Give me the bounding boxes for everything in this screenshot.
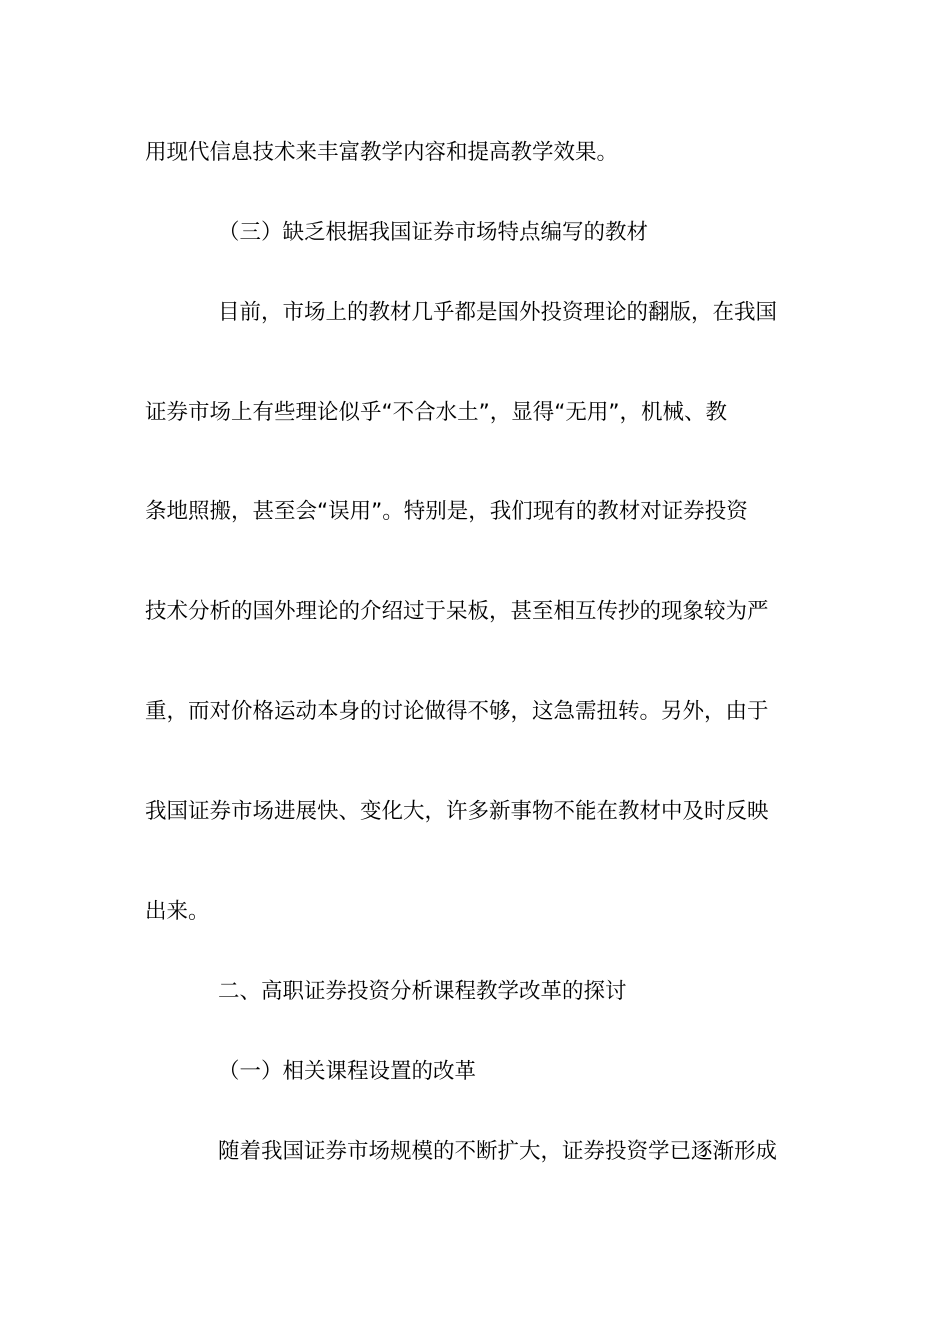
paragraph-line: 条地照搬，甚至会“误用”。特别是，我们现有的教材对证券投资 — [145, 499, 748, 524]
chapter-heading: 二、高职证券投资分析课程教学改革的探讨 — [218, 979, 627, 1004]
section-heading: （三）缺乏根据我国证券市场特点编写的教材 — [218, 220, 649, 245]
paragraph-line: 用现代信息技术来丰富教学内容和提高教学效果。 — [145, 140, 619, 165]
paragraph-line: 随着我国证券市场规模的不断扩大，证券投资学已逐渐形成 — [218, 1139, 778, 1164]
paragraph-line: 我国证券市场进展快、变化大，许多新事物不能在教材中及时反映 — [145, 799, 769, 824]
paragraph-line: 目前，市场上的教材几乎都是国外投资理论的翻版，在我国 — [218, 300, 778, 325]
paragraph-line: 证券市场上有些理论似乎“不合水土”，显得“无用”，机械、教 — [145, 400, 728, 425]
paragraph-line: 出来。 — [145, 899, 210, 924]
section-heading: （一）相关课程设置的改革 — [218, 1059, 477, 1084]
paragraph-line: 技术分析的国外理论的介绍过于呆板，甚至相互传抄的现象较为严 — [145, 599, 769, 624]
paragraph-line: 重，而对价格运动本身的讨论做得不够，这急需扭转。另外，由于 — [145, 699, 769, 724]
